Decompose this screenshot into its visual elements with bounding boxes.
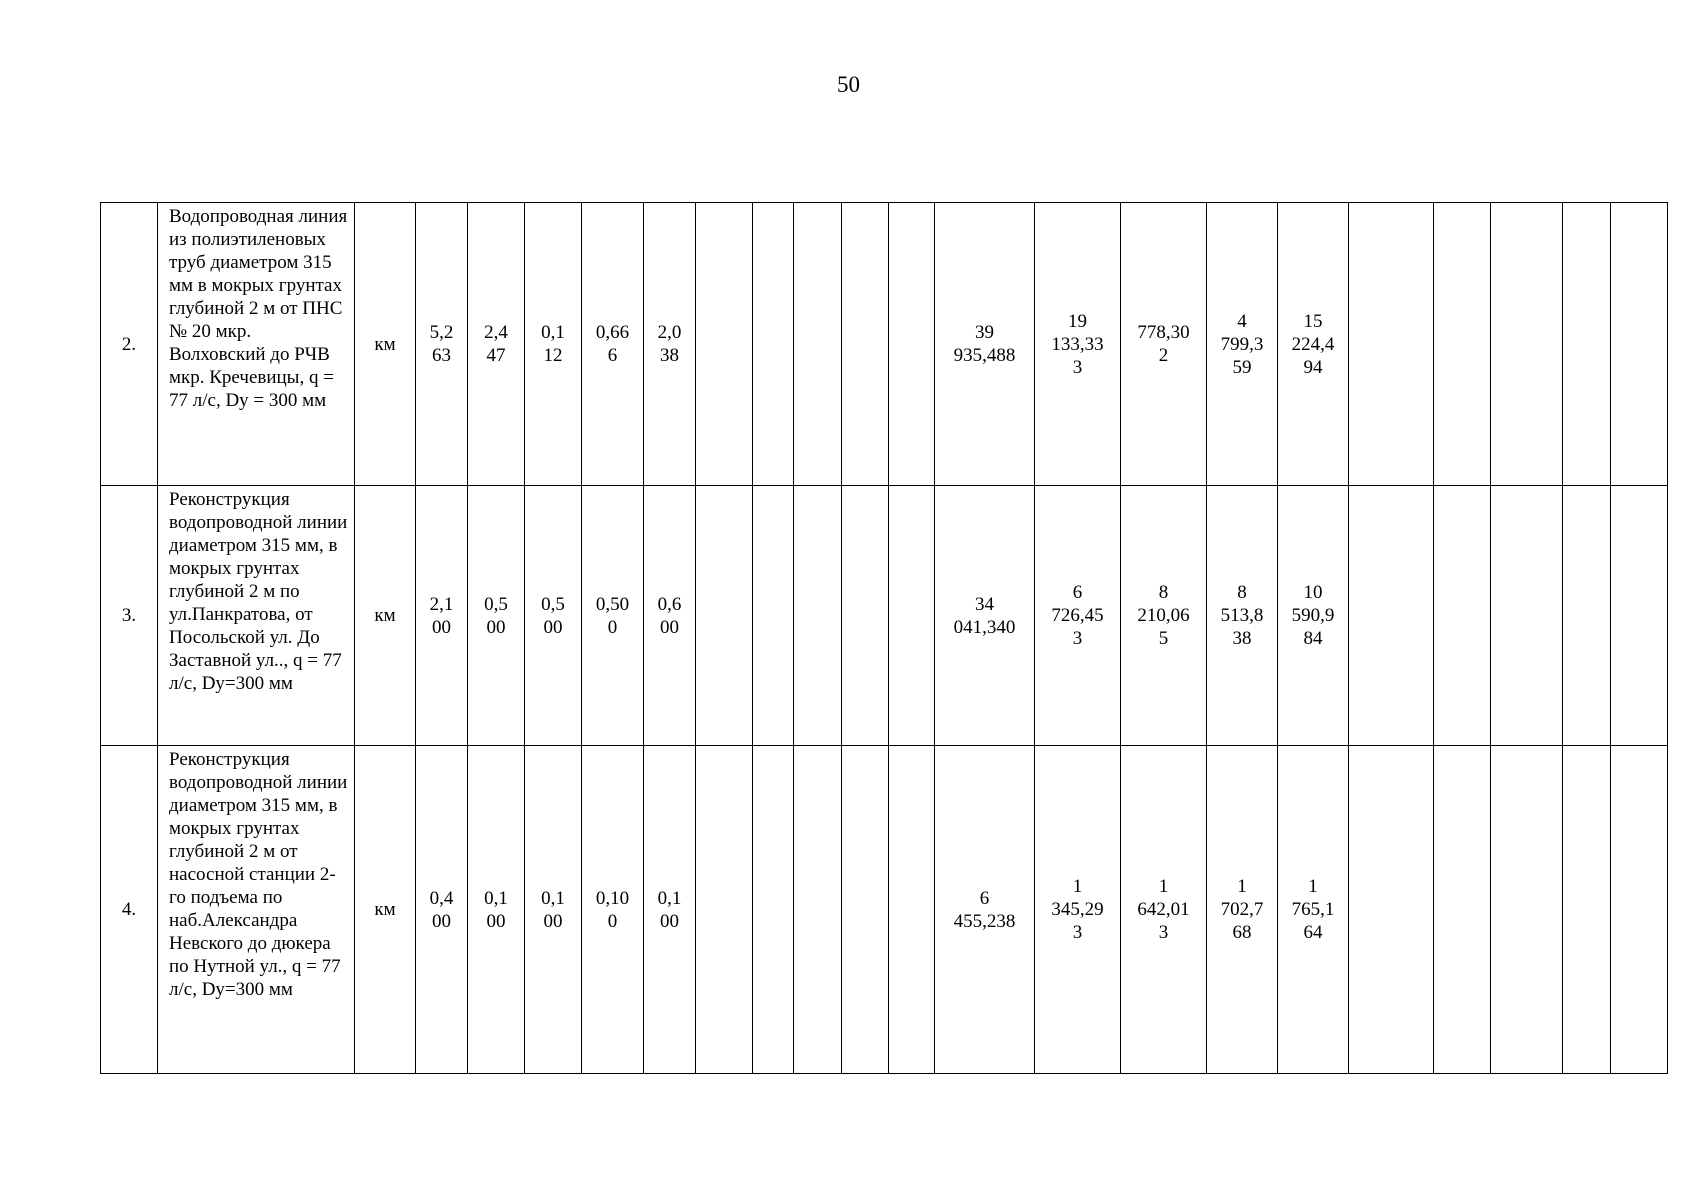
table-row bbox=[101, 486, 1668, 746]
investment-table bbox=[100, 202, 1668, 1074]
cost-cell: 778,30 2 bbox=[1121, 203, 1207, 486]
quantity-cell: 5,2 63 bbox=[416, 203, 468, 486]
table-row bbox=[101, 203, 1668, 486]
cost-cell: 1 642,01 3 bbox=[1121, 746, 1207, 1074]
row-number: 2. bbox=[101, 203, 158, 486]
empty-cell bbox=[889, 203, 935, 486]
row-number: 4. bbox=[101, 746, 158, 1074]
empty-cell bbox=[842, 203, 889, 486]
quantity-cell: 2,0 38 bbox=[644, 203, 696, 486]
empty-cell bbox=[1563, 746, 1611, 1074]
empty-cell bbox=[842, 486, 889, 746]
empty-cell bbox=[1434, 486, 1491, 746]
cost-cell: 10 590,9 84 bbox=[1278, 486, 1349, 746]
empty-cell bbox=[1349, 746, 1434, 1074]
empty-cell bbox=[1491, 203, 1563, 486]
row-number: 3. bbox=[101, 486, 158, 746]
empty-cell bbox=[1349, 486, 1434, 746]
empty-cell bbox=[842, 746, 889, 1074]
quantity-cell: 0,5 00 bbox=[525, 486, 582, 746]
empty-cell bbox=[1491, 746, 1563, 1074]
cost-cell: 6 726,45 3 bbox=[1035, 486, 1121, 746]
empty-cell bbox=[1349, 203, 1434, 486]
empty-cell bbox=[1434, 746, 1491, 1074]
cost-cell: 1 765,1 64 bbox=[1278, 746, 1349, 1074]
empty-cell bbox=[753, 203, 794, 486]
empty-cell bbox=[696, 203, 753, 486]
cost-cell: 15 224,4 94 bbox=[1278, 203, 1349, 486]
table-row bbox=[101, 746, 1668, 1074]
row-unit: км bbox=[355, 486, 416, 746]
empty-cell bbox=[1434, 203, 1491, 486]
empty-cell bbox=[753, 486, 794, 746]
cost-cell: 34 041,340 bbox=[935, 486, 1035, 746]
empty-cell bbox=[794, 203, 842, 486]
empty-cell bbox=[1563, 203, 1611, 486]
quantity-cell: 0,10 0 bbox=[582, 746, 644, 1074]
quantity-cell: 0,1 12 bbox=[525, 203, 582, 486]
cost-cell: 19 133,33 3 bbox=[1035, 203, 1121, 486]
row-unit: км bbox=[355, 746, 416, 1074]
quantity-cell: 2,4 47 bbox=[468, 203, 525, 486]
quantity-cell: 0,1 00 bbox=[525, 746, 582, 1074]
empty-cell bbox=[1611, 203, 1668, 486]
page-number: 50 bbox=[837, 72, 860, 97]
empty-cell bbox=[794, 486, 842, 746]
empty-cell bbox=[753, 746, 794, 1074]
row-description: Водопроводная линия из полиэтиленовых труб диаметром 315 мм в мокрых грунтах глубиной 2 м от ПНС № 20 мкр. Волховский до РЧВ мкр. Кречевицы, q = 77 л/с, Dy = 300 мм bbox=[158, 203, 355, 486]
empty-cell bbox=[1611, 486, 1668, 746]
row-description: Реконструкция водопроводной линии диаметром 315 мм, в мокрых грунтах глубиной 2 м по ул.Панкратова, от Посольской ул. До Заставной ул.., q = 77 л/с, Dy=300 мм bbox=[158, 486, 355, 746]
quantity-cell: 0,66 6 bbox=[582, 203, 644, 486]
quantity-cell: 0,1 00 bbox=[468, 746, 525, 1074]
cost-cell: 1 702,7 68 bbox=[1207, 746, 1278, 1074]
cost-cell: 8 210,06 5 bbox=[1121, 486, 1207, 746]
empty-cell bbox=[696, 486, 753, 746]
empty-cell bbox=[1563, 486, 1611, 746]
cost-cell: 6 455,238 bbox=[935, 746, 1035, 1074]
cost-cell: 39 935,488 bbox=[935, 203, 1035, 486]
quantity-cell: 0,50 0 bbox=[582, 486, 644, 746]
quantity-cell: 2,1 00 bbox=[416, 486, 468, 746]
cost-cell: 8 513,8 38 bbox=[1207, 486, 1278, 746]
empty-cell bbox=[696, 746, 753, 1074]
quantity-cell: 0,1 00 bbox=[644, 746, 696, 1074]
empty-cell bbox=[1611, 746, 1668, 1074]
quantity-cell: 0,5 00 bbox=[468, 486, 525, 746]
empty-cell bbox=[1491, 486, 1563, 746]
empty-cell bbox=[794, 746, 842, 1074]
row-description: Реконструкция водопроводной линии диаметром 315 мм, в мокрых грунтах глубиной 2 м от насосной станции 2-го подъема по наб.Александра Невского до дюкера по Нутной ул., q = 77 л/с, Dy=300 мм bbox=[158, 746, 355, 1074]
cost-cell: 1 345,29 3 bbox=[1035, 746, 1121, 1074]
empty-cell bbox=[889, 486, 935, 746]
empty-cell bbox=[889, 746, 935, 1074]
row-unit: км bbox=[355, 203, 416, 486]
quantity-cell: 0,6 00 bbox=[644, 486, 696, 746]
cost-cell: 4 799,3 59 bbox=[1207, 203, 1278, 486]
quantity-cell: 0,4 00 bbox=[416, 746, 468, 1074]
